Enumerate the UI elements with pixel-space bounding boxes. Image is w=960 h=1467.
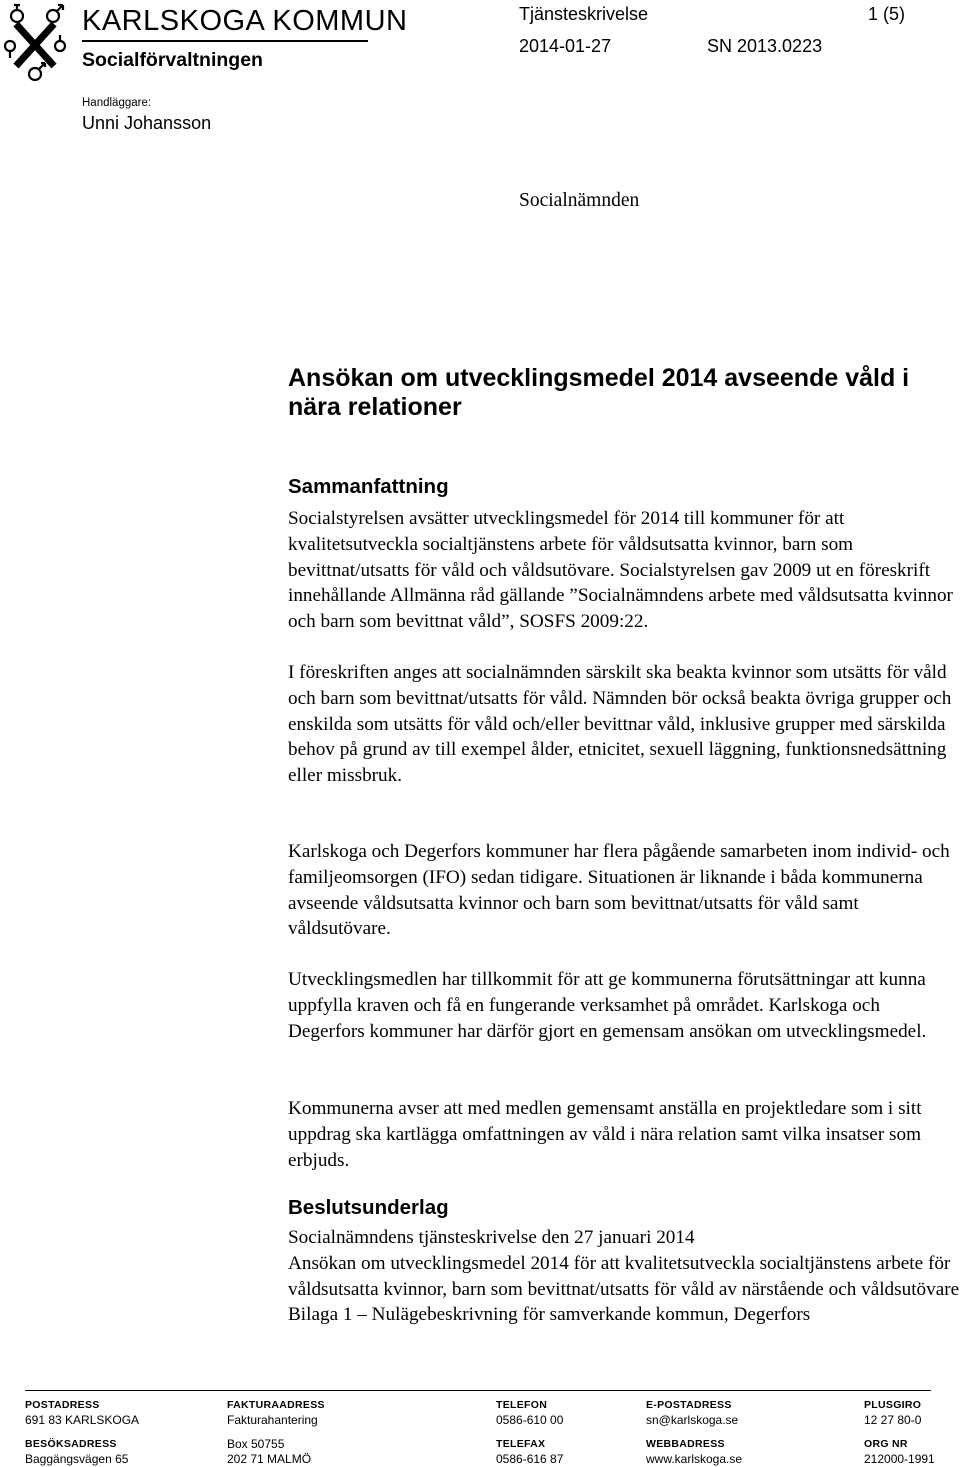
case-number: SN 2013.0223 — [707, 36, 823, 56]
summary-paragraph-4: Utvecklingsmedlen har tillkommit för att ge kommunerna förutsättningar att kunna uppfylla kraven och få en fungerande verksamhet på området. Karlskoga och Degerfors kommuner har därför gjort en gemensam ansökan om utvecklingsmedel. — [288, 969, 927, 1042]
page-number: 1 (5) — [868, 4, 906, 24]
invoice-line-1: Fakturahantering — [227, 1413, 318, 1427]
postal-value: 691 83 KARLSKOGA — [25, 1413, 140, 1427]
header-divider — [82, 40, 368, 42]
giro-label: PLUSGIRO — [864, 1399, 922, 1411]
summary-paragraph-2: I föreskriften anges att socialnämnden särskilt ska beakta kvinnor som utsätts för våld och barn som bevittnat/utsatts för våld. Nämnden bör också beakta övriga grupper och enskilda som utsätts för våld och/eller bevittnar våld, inklusive grupper med särskilda behov på grund av till exempel ålder, etnicitet, sexuell läggning, funktionsnedsättning eller missbruk. — [288, 662, 952, 787]
fax-value: 0586-616 87 — [496, 1452, 564, 1466]
basis-heading: Beslutsunderlag — [288, 1196, 449, 1219]
invoice-label: FAKTURAADRESS — [227, 1399, 325, 1411]
invoice-line-2: Box 50755 — [227, 1437, 285, 1451]
basis-list — [288, 1225, 960, 1328]
web-label: WEBBADRESS — [646, 1438, 725, 1450]
document-title: Ansökan om utvecklingsmedel 2014 avseende våld i nära relationer — [288, 364, 910, 421]
email-label: E-POSTADRESS — [646, 1399, 732, 1411]
municipality-logo — [2, 2, 68, 84]
email-value[interactable]: sn@karlskoga.se — [646, 1413, 739, 1427]
phone-value: 0586-610 00 — [496, 1413, 564, 1427]
summary-paragraph-3: Karlskoga och Degerfors kommuner har flera pågående samarbeten inom individ- och familjeomsorgen (IFO) sedan tidigare. Situationen är liknande i båda kommunerna avseende våldsutsatta kvinnor och barn som bevittnat/utsatts för våld samt våldsutövare. — [288, 841, 950, 940]
basis-item: Socialnämndens tjänsteskrivelse den 27 januari 2014 — [288, 1227, 695, 1248]
summary-paragraph-1: Socialstyrelsen avsätter utvecklingsmedel för 2014 till kommuner för att kvalitetsutveckla socialtjänstens arbete för våldsutsatta kvinnor, barn som bevittnat/utsatts för våld och våldsutövare. Socialstyrelsen gav 2009 ut en föreskrift innehållande Allmänna råd gällande ”Socialnämndens arbete med våldsutsatta kvinnor och barn som bevittnat våld”, SOSFS 2009:22. — [288, 508, 953, 633]
org-nr-label: ORG NR — [864, 1438, 908, 1450]
recipient: Socialnämnden — [519, 190, 640, 211]
footer-divider — [25, 1390, 931, 1391]
document-date: 2014-01-27 — [519, 36, 612, 56]
fax-label: TELEFAX — [496, 1438, 546, 1450]
handler-label: Handläggare: — [82, 97, 152, 109]
summary-paragraph-5: Kommunerna avser att med medlen gemensamt anställa en projektledare som i sitt uppdrag ska kartlägga omfattningen av våld i nära relation samt vilka insatser som erbjuds. — [288, 1098, 922, 1171]
org-nr-value: 212000-1991 — [864, 1452, 935, 1466]
department-name: Socialförvaltningen — [82, 49, 263, 71]
invoice-line-3: 202 71 MALMÖ — [227, 1452, 312, 1466]
visit-label: BESÖKSADRESS — [25, 1438, 117, 1450]
document-type: Tjänsteskrivelse — [519, 4, 649, 24]
basis-item: Ansökan om utvecklingsmedel 2014 för att kvalitetsutveckla socialtjänstens arbete för våldsutsatta kvinnor, barn som bevittnat/utsatts för våld av närstående och våldsutövare — [288, 1252, 960, 1300]
phone-label: TELEFON — [496, 1399, 548, 1411]
organization-name: KARLSKOGA KOMMUN — [82, 5, 408, 37]
visit-value: Baggängsvägen 65 — [25, 1452, 129, 1466]
handler-name: Unni Johansson — [82, 113, 212, 133]
summary-heading: Sammanfattning — [288, 475, 449, 498]
web-value[interactable]: www.karlskoga.se — [646, 1452, 743, 1466]
postal-label: POSTADRESS — [25, 1399, 100, 1411]
giro-value: 12 27 80-0 — [864, 1413, 922, 1427]
basis-item: Bilaga 1 – Nulägebeskrivning för samverkande kommun, Degerfors — [288, 1304, 811, 1326]
